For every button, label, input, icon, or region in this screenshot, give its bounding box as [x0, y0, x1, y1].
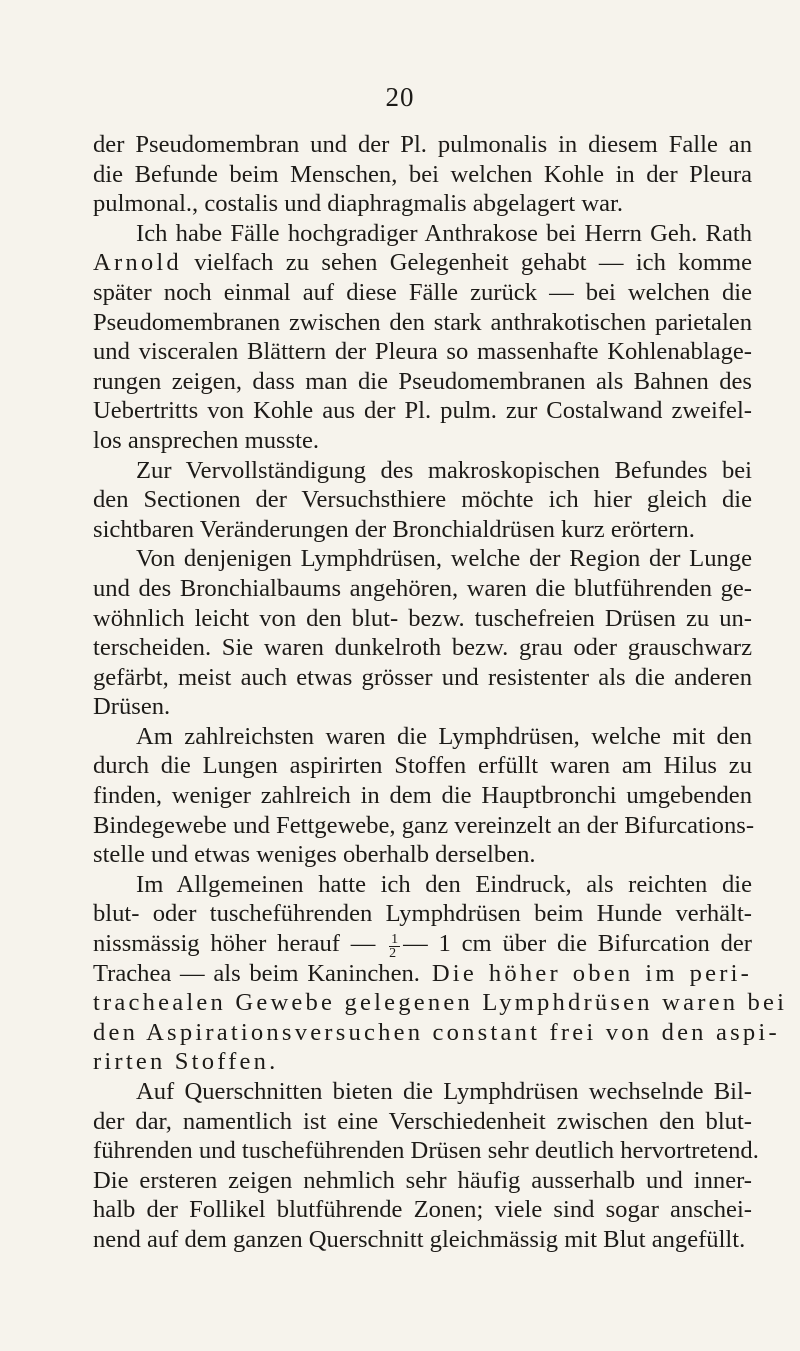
text-line: terscheiden. Sie waren dunkelroth bezw. grau oder grauschwarz — [93, 634, 752, 662]
text-span: Trachea — als beim Kaninchen. — [93, 959, 420, 987]
text-line: Am zahlreichsten waren die Lymphdrüsen, welche mit den — [136, 722, 752, 750]
text-line: nend auf dem ganzen Querschnitt gleichmässig mit Blut angefüllt. — [93, 1225, 746, 1253]
text-line: blut- oder tuscheführenden Lymphdrüsen beim Hunde verhält- — [93, 900, 752, 928]
text-line: Zur Vervollständigung des makroskopischen Befundes bei — [136, 456, 752, 484]
text-line: Ich habe Fälle hochgradiger Anthrakose bei Herrn Geh. Rath — [136, 219, 752, 247]
text-line: halb der Follikel blutführende Zonen; viele sind sogar anschei- — [93, 1196, 752, 1224]
text-line: wöhnlich leicht von den blut- bezw. tuschefreien Drüsen zu un- — [93, 604, 752, 632]
text-line — [93, 929, 752, 962]
text-line: Drüsen. — [93, 693, 171, 721]
text-line: durch die Lungen aspirirten Stoffen erfüllt waren am Hilus zu — [93, 752, 752, 780]
spaced-text: Die höher oben im peri- — [419, 959, 753, 987]
text-line: führenden und tuscheführenden Drüsen sehr deutlich hervortretend. — [93, 1137, 759, 1165]
text-line: Bindegewebe und Fettgewebe, ganz vereinzelt an der Bifurcations- — [93, 811, 755, 839]
text-span: vielfach zu sehen Gelegenheit gehabt — ich komme — [181, 249, 752, 277]
text-line: finden, weniger zahlreich in dem die Hauptbronchi umgebenden — [93, 782, 752, 810]
text-line: später noch einmal auf diese Fälle zurück — bei welchen die — [93, 278, 752, 306]
text-line: Die ersteren zeigen nehmlich sehr häufig ausserhalb und inner- — [93, 1166, 752, 1194]
fraction-denominator: 2 — [389, 946, 397, 962]
text-line: und des Bronchialbaums angehören, waren die blutführenden ge- — [93, 574, 752, 602]
text-line: den Aspirationsversuchen constant frei von den aspi- — [93, 1018, 780, 1046]
text-span: — 1 cm über die Bifurcation der — [403, 930, 752, 958]
text-line: und visceralen Blättern der Pleura so massenhafte Kohlenablage- — [93, 338, 752, 366]
text-line — [93, 959, 752, 989]
text-line: rirten Stoffen. — [93, 1048, 279, 1076]
text-line: die Befunde beim Menschen, bei welchen Kohle in der Pleura — [93, 160, 752, 188]
text-line: Auf Querschnitten bieten die Lymphdrüsen wechselnde Bil- — [136, 1078, 752, 1105]
text-line: Uebertritts von Kohle aus der Pl. pulm. zur Costalwand zweifel- — [93, 397, 752, 425]
text-line: rungen zeigen, dass man die Pseudomembranen als Bahnen des — [93, 367, 752, 395]
text-line: pulmonal., costalis und diaphragmalis abgelagert war. — [93, 190, 623, 218]
text-line: los ansprechen musste. — [93, 426, 320, 454]
text-line: Pseudomembranen zwischen den stark anthrakotischen parietalen — [93, 308, 752, 336]
text-line: trachealen Gewebe gelegenen Lymphdrüsen waren bei — [93, 989, 788, 1017]
text-line: Von denjenigen Lymphdrüsen, welche der Region der Lunge — [136, 545, 752, 573]
text-line: Im Allgemeinen hatte ich den Eindruck, als reichten die — [136, 870, 752, 898]
text-line: der dar, namentlich ist eine Verschiedenheit zwischen den blut- — [93, 1107, 752, 1135]
text-line: der Pseudomembran und der Pl. pulmonalis in diesem Falle an — [93, 131, 752, 158]
author-name: Arnold — [93, 249, 182, 277]
body-text — [93, 130, 788, 1255]
text-line: den Sectionen der Versuchsthiere möchte ich hier gleich die — [93, 486, 752, 514]
text-line: stelle und etwas weniges oberhalb derselben. — [93, 841, 536, 869]
fraction-numerator: 1 — [391, 932, 399, 948]
fraction-one-half — [389, 933, 400, 960]
page-number: 20 — [385, 82, 415, 112]
text-line: gefärbt, meist auch etwas grösser und resistenter als die anderen — [93, 663, 752, 691]
text-line — [93, 248, 752, 278]
text-line: sichtbaren Veränderungen der Bronchialdrüsen kurz erörtern. — [93, 515, 695, 543]
text-span: nissmässig höher herauf — — [93, 930, 376, 958]
